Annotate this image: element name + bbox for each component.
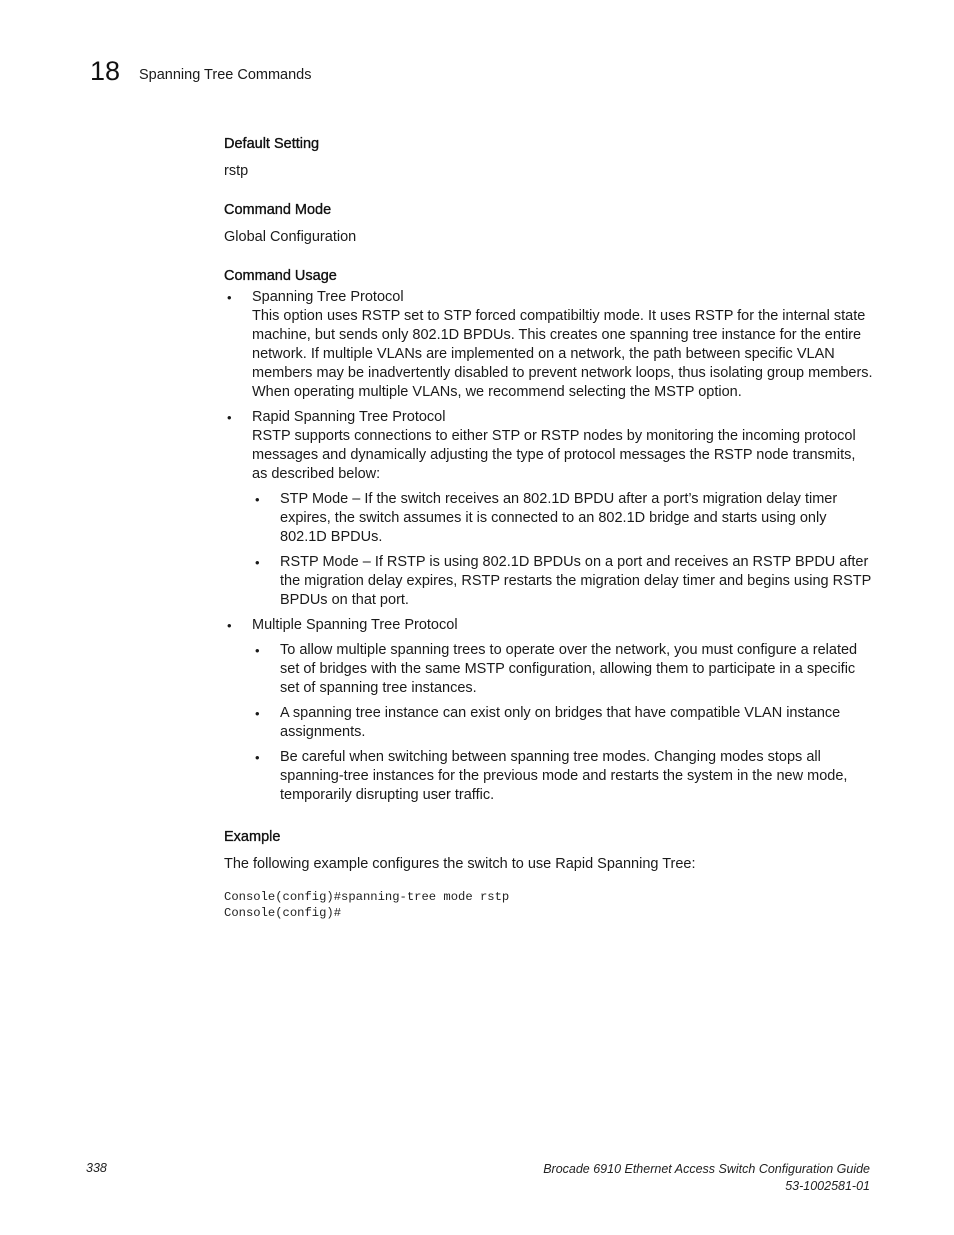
usage-item-mstp	[224, 616, 874, 805]
example-description: The following example configures the switch to use Rapid Spanning Tree:	[224, 856, 696, 872]
footer-guide-title: Brocade 6910 Ethernet Access Switch Configuration Guide	[543, 1162, 870, 1176]
usage-item-title: Spanning Tree Protocol	[252, 289, 404, 305]
rstp-sub-list	[252, 490, 874, 610]
command-usage-heading: Command Usage	[224, 268, 337, 284]
sub-item-text: A spanning tree instance can exist only on bridges that have compatible VLAN instance assignments.	[280, 705, 841, 740]
bullet-icon: •	[227, 410, 232, 425]
sub-list-item	[252, 553, 874, 610]
sub-list-item	[252, 704, 874, 742]
sub-list-item	[252, 641, 874, 698]
chapter-number: 18	[90, 56, 121, 86]
sub-item-text: STP Mode – If the switch receives an 802.1D BPDU after a port’s migration delay timer expires, the switch assumes it is connected to an 802.1D bridge and starts using only 802.1D BPDUs.	[280, 491, 838, 545]
bullet-icon: •	[255, 706, 260, 721]
footer-doc-number: 53-1002581-01	[785, 1179, 870, 1193]
code-line: Console(config)#	[224, 906, 342, 920]
sub-item-text: To allow multiple spanning trees to operate over the network, you must configure a related set of bridges with the same MSTP configuration, allowing them to participate in a specific set of spanning tree instances.	[280, 642, 858, 696]
sub-list-item	[252, 748, 874, 805]
bullet-icon: •	[255, 555, 260, 570]
bullet-icon: •	[255, 492, 260, 507]
bullet-icon: •	[255, 643, 260, 658]
usage-item-stp	[224, 288, 874, 402]
mstp-sub-list	[252, 641, 874, 805]
bullet-icon: •	[227, 290, 232, 305]
default-setting-value: rstp	[224, 163, 249, 179]
usage-item-title: Multiple Spanning Tree Protocol	[252, 617, 458, 633]
footer-doc-info	[543, 1161, 870, 1195]
usage-item-body: This option uses RSTP set to STP forced compatibiltiy mode. It uses RSTP for the internal state machine, but sends only 802.1D BPDUs. This creates one spanning tree instance for the entire network. If multiple VLANs are implemented on a network, the path between specific VLAN members may be inadvertently disabled to prevent network loops, thus isolating group members. When operating multiple VLANs, we recommend selecting the MSTP option.	[252, 308, 873, 400]
example-heading: Example	[224, 829, 281, 845]
command-mode-heading: Command Mode	[224, 202, 332, 218]
page-content	[224, 135, 874, 921]
bullet-icon: •	[255, 750, 260, 765]
sub-item-text: Be careful when switching between spanning tree modes. Changing modes stops all spanning-tree instances for the previous mode and restarts the system in the new mode, temporarily disrupting user traffic.	[280, 749, 848, 803]
sub-item-text: RSTP Mode – If RSTP is using 802.1D BPDUs on a port and receives an RSTP BPDU after the migration delay expires, RSTP restarts the migration delay timer and begins using RSTP BPDUs on that port.	[280, 554, 872, 608]
footer-page-number: 338	[86, 1161, 107, 1175]
default-setting-heading: Default Setting	[224, 136, 320, 152]
bullet-icon: •	[227, 618, 232, 633]
code-example	[224, 889, 874, 921]
usage-item-rstp	[224, 408, 874, 610]
sub-list-item	[252, 490, 874, 547]
code-line: Console(config)#spanning-tree mode rstp	[224, 890, 510, 904]
usage-item-title: Rapid Spanning Tree Protocol	[252, 409, 446, 425]
command-usage-list	[224, 288, 874, 805]
usage-item-body: RSTP supports connections to either STP or RSTP nodes by monitoring the incoming protocol messages and dynamically adjusting the type of protocol messages the RSTP node transmits, as described below:	[252, 428, 856, 482]
chapter-title: Spanning Tree Commands	[139, 67, 312, 83]
command-mode-value: Global Configuration	[224, 229, 357, 245]
